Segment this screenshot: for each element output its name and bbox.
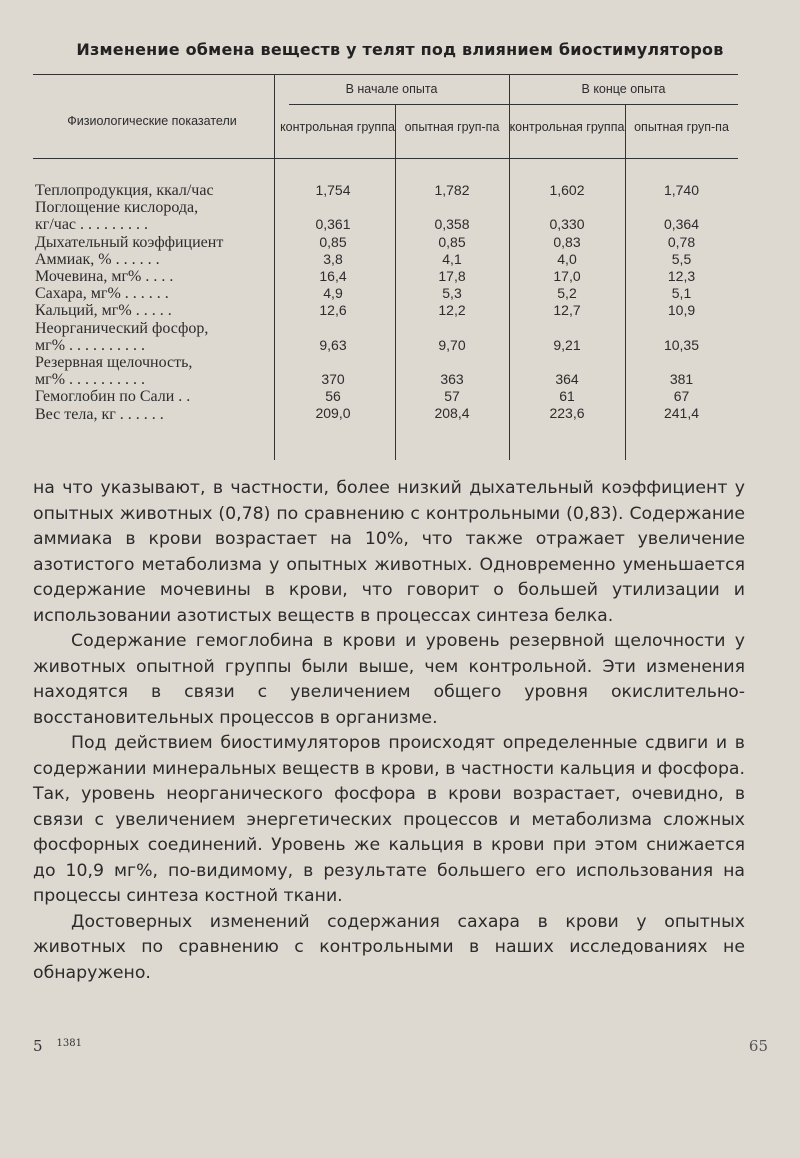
table-header-rule: [33, 158, 738, 159]
row-label: Гемоглобин по Сали . .: [35, 388, 191, 406]
cell-spacer: [395, 320, 509, 337]
subheader-experimental: опытная груп-па: [634, 120, 729, 134]
row-label: Кальций, мг% . . . . .: [35, 302, 172, 320]
table-cell: 223,6: [549, 405, 585, 422]
row-label: мг% . . . . . . . . . .: [35, 371, 146, 389]
table-cell: 0,330: [549, 216, 585, 233]
signature-mark: 5: [33, 1037, 43, 1055]
stub-header: Физиологические показатели: [67, 114, 237, 128]
table-cell: 209,0: [315, 405, 351, 422]
table-cell: 9,21: [553, 336, 581, 353]
paragraph: Содержание гемоглобина в крови и уровень резервной щелочности у животных опытной группы были выше, чем контрольной. Эти изменения находятся в связи с увеличением общего уровня окислительно-восстановительных процессов в организме.: [33, 631, 745, 728]
row-label: Поглощение кислорода,: [35, 199, 199, 217]
cell-spacer: [509, 354, 625, 371]
cell-spacer: [274, 199, 392, 216]
table-cell: 364: [555, 371, 579, 388]
table-cell: 5,2: [557, 285, 577, 302]
table-cell: 67: [673, 388, 690, 405]
table-cell: 12,3: [667, 267, 696, 284]
table-cell: 1,754: [315, 182, 351, 198]
table-cell: 10,9: [667, 302, 696, 319]
column-end-control: [509, 182, 625, 423]
data-table: [33, 70, 738, 470]
row-label: Вес тела, кг . . . . . .: [35, 405, 164, 423]
row-label: Резервная щелочность,: [35, 354, 193, 372]
subheader-experimental: опытная груп-па: [404, 120, 500, 134]
print-code: 1381: [56, 1038, 82, 1049]
group-header-start: В начале опыта: [345, 82, 438, 96]
table-cell: 381: [669, 371, 694, 388]
table-cell: 370: [321, 371, 345, 388]
subheader-control: контрольная группа: [509, 120, 625, 134]
page-number: 65: [748, 1037, 768, 1055]
row-label: Неорганический фосфор,: [35, 319, 209, 337]
paragraph: Под действием биостимуляторов происходят определенные сдвиги и в содержании минеральных веществ в крови, в частности кальция и фосфора. Так, уровень неорганического фосфора в крови возрастает, очевидно, в связи с увеличением энергетических процессов и метаболизма сложных фосфорных соединений. Уровень же кальция в крови при этом снижается до 10,9 мг%, по-видимому, в результате большего его использования на процессы синтеза костной ткани.: [33, 733, 745, 906]
cell-spacer: [625, 199, 738, 216]
cell-spacer: [395, 354, 509, 371]
table-cell: 16,4: [319, 267, 347, 284]
page-title: Изменение обмена веществ у телят под влиянием биостимуляторов: [76, 40, 724, 59]
cell-spacer: [509, 199, 625, 216]
row-label: мг% . . . . . . . . . .: [35, 336, 146, 354]
table-top-rule: [33, 74, 738, 75]
row-label: кг/час . . . . . . . . .: [35, 216, 149, 234]
cell-spacer: [274, 320, 392, 337]
table-cell: 57: [444, 388, 460, 405]
table-cell: 1,740: [663, 182, 700, 198]
table-cell: 4,1: [442, 250, 462, 267]
table-cell: 12,7: [553, 302, 581, 319]
table-cell: 0,83: [553, 233, 581, 250]
row-label: Сахара, мг% . . . . . .: [35, 285, 169, 303]
row-labels: [35, 182, 273, 423]
subheader-control: контрольная группа: [280, 120, 395, 134]
table-cell: 9,70: [438, 336, 466, 353]
table-cell: 17,0: [553, 267, 581, 284]
table-cell: 0,85: [319, 233, 347, 250]
table-cell: 0,364: [663, 216, 700, 233]
table-group-rule: [289, 104, 738, 105]
table-cell: 0,361: [315, 216, 351, 233]
table-cell: 17,8: [438, 267, 466, 284]
table-cell: 0,85: [438, 233, 466, 250]
row-label: Мочевина, мг% . . . .: [35, 268, 174, 286]
cell-spacer: [625, 320, 738, 337]
table-cell: 56: [325, 388, 341, 405]
table-cell: 1,602: [549, 182, 585, 198]
column-start-control: [274, 182, 392, 423]
table-cell: 5,5: [671, 250, 692, 267]
table-cell: 12,2: [438, 302, 466, 319]
paragraph: Достоверных изменений содержания сахара в крови у опытных животных по сравнению с контрольными в наших исследованиях не обнаружено.: [33, 911, 745, 983]
table-cell: 208,4: [434, 405, 470, 422]
cell-spacer: [509, 320, 625, 337]
table-cell: 0,78: [667, 233, 696, 250]
cell-spacer: [625, 354, 738, 371]
column-end-experimental: [625, 182, 738, 423]
table-cell: 241,4: [663, 405, 700, 422]
paragraph: на что указывают, в частности, более низкий дыхательный коэффициент у опытных животных (0,78) по сравнению с контрольными (0,83). Содержание аммиака в крови возрастает на 10%, что также отражает увеличение азотистого метаболизма у опытных животных. Одновременно уменьшается содержание мочевины в крови, что говорит о большей утилизации и использовании азотистых веществ в процессах синтеза белка.: [33, 478, 745, 626]
table-cell: 4,0: [557, 250, 577, 267]
table-cell: 5,1: [671, 285, 692, 302]
footer-signature: [33, 1037, 82, 1055]
table-cell: 1,782: [434, 182, 470, 198]
body-text: [33, 476, 745, 986]
table-cell: 0,358: [434, 216, 470, 233]
table-cell: 3,8: [323, 250, 343, 267]
group-header-end: В конце опыта: [581, 82, 666, 96]
table-cell: 12,6: [319, 302, 347, 319]
table-cell: 61: [559, 388, 575, 405]
table-cell: 9,63: [319, 336, 347, 353]
column-start-experimental: [395, 182, 509, 423]
cell-spacer: [395, 199, 509, 216]
row-label: Теплопродукция, ккал/час: [35, 182, 214, 199]
row-label: Дыхательный коэффициент: [35, 233, 224, 251]
table-cell: 363: [440, 371, 464, 388]
table-cell: 10,35: [663, 336, 700, 353]
table-cell: 4,9: [323, 285, 343, 302]
table-cell: 5,3: [442, 285, 462, 302]
row-label: Аммиак, % . . . . . .: [35, 250, 160, 268]
cell-spacer: [274, 354, 392, 371]
